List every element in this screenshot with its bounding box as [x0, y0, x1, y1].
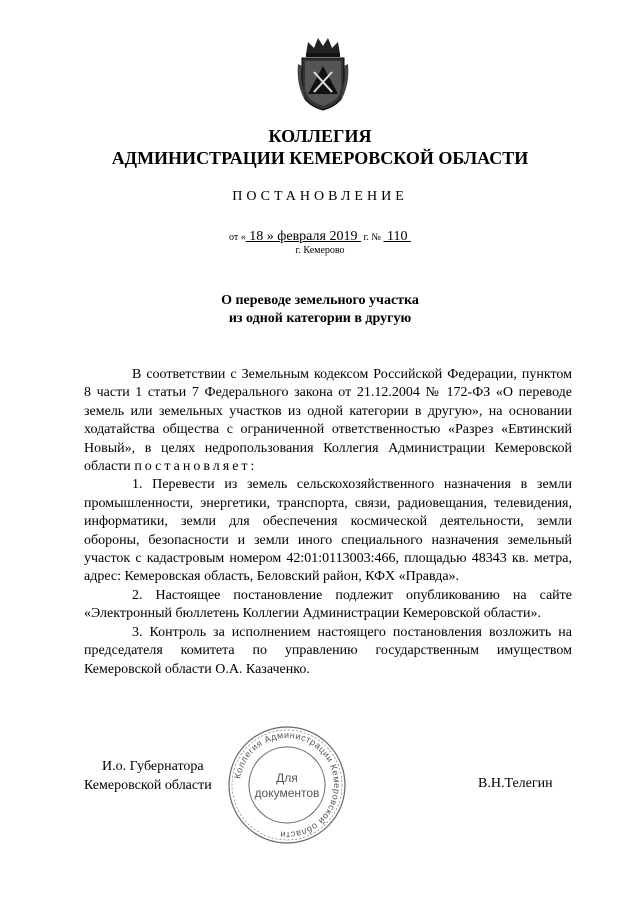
date-month-year: февраля 2019 [277, 229, 358, 244]
document-body [84, 366, 572, 679]
organization-name-line2: АДМИНИСТРАЦИИ КЕМЕРОВСКОЙ ОБЛАСТИ [111, 148, 529, 168]
subject-line1: О переводе земельного участка [221, 293, 419, 308]
stamp-center-line1: Для [276, 771, 298, 785]
stamp-ring-text: Коллегия Администрации Кемеровской области [232, 729, 343, 841]
document-number: 110 [386, 229, 408, 244]
document-type: ПОСТАНОВЛЕНИЕ [232, 189, 408, 204]
coat-of-arms-emblem [294, 36, 352, 111]
signatory-title-line2: Кемеровской области [84, 778, 212, 793]
document-subject [0, 292, 640, 328]
signatory-title [84, 757, 212, 795]
paragraph-item-2: 2. Настоящее постановление подлежит опубликованию на сайте «Электронный бюллетень Коллегии Администрации Кемеровской области». [84, 587, 572, 622]
date-number-line [0, 229, 640, 245]
signatory-title-line1: И.о. Губернатора [102, 759, 204, 774]
organization-name-line1: КОЛЛЕГИЯ [268, 126, 372, 146]
year-number-label: г. № [363, 232, 381, 243]
signatory-name: В.Н.Телегин [478, 776, 553, 791]
decree-word: постановляет: [134, 459, 258, 475]
date-prefix: от « [229, 232, 246, 243]
date-day-close: » [266, 229, 274, 244]
city: г. Кемерово [295, 245, 345, 256]
stamp-center-line2: документов [254, 786, 320, 800]
paragraph-item-3: 3. Контроль за исполнением настоящего постановления возложить на председателя комитета по управлению государственным имуществом Кемеровской области О.А. Казаченко. [84, 624, 572, 677]
paragraph-preamble: В соответствии с Земельным кодексом Российской Федерации, пунктом 8 части 1 статьи 7 Федерального закона от 21.12.2004 № 172-ФЗ «О переводе земель или земельных участков из одной категории в другую», на основании ходатайства общества с ограниченной ответственностью «Разрез «Евтинский Новый», в целях недропользования Коллегия Администрации Кемеровской области постановляет: [84, 367, 572, 475]
official-stamp [226, 724, 348, 846]
paragraph-item-1: 1. Перевести из земель сельскохозяйственного назначения в земли промышленности, энергетики, транспорта, связи, радиовещания, телевидения, информатики, земли для обеспечения космической деятельности, земли обороны, безопасности и земли иного специального назначения земельный участок с кадастровым номером 42:01:0113003:466, площадью 48343 кв. метра, адрес: Кемеровская область, Беловский район, КФХ «Правда». [84, 477, 572, 585]
subject-line2: из одной категории в другую [228, 311, 412, 326]
date-day: 18 [249, 229, 264, 244]
